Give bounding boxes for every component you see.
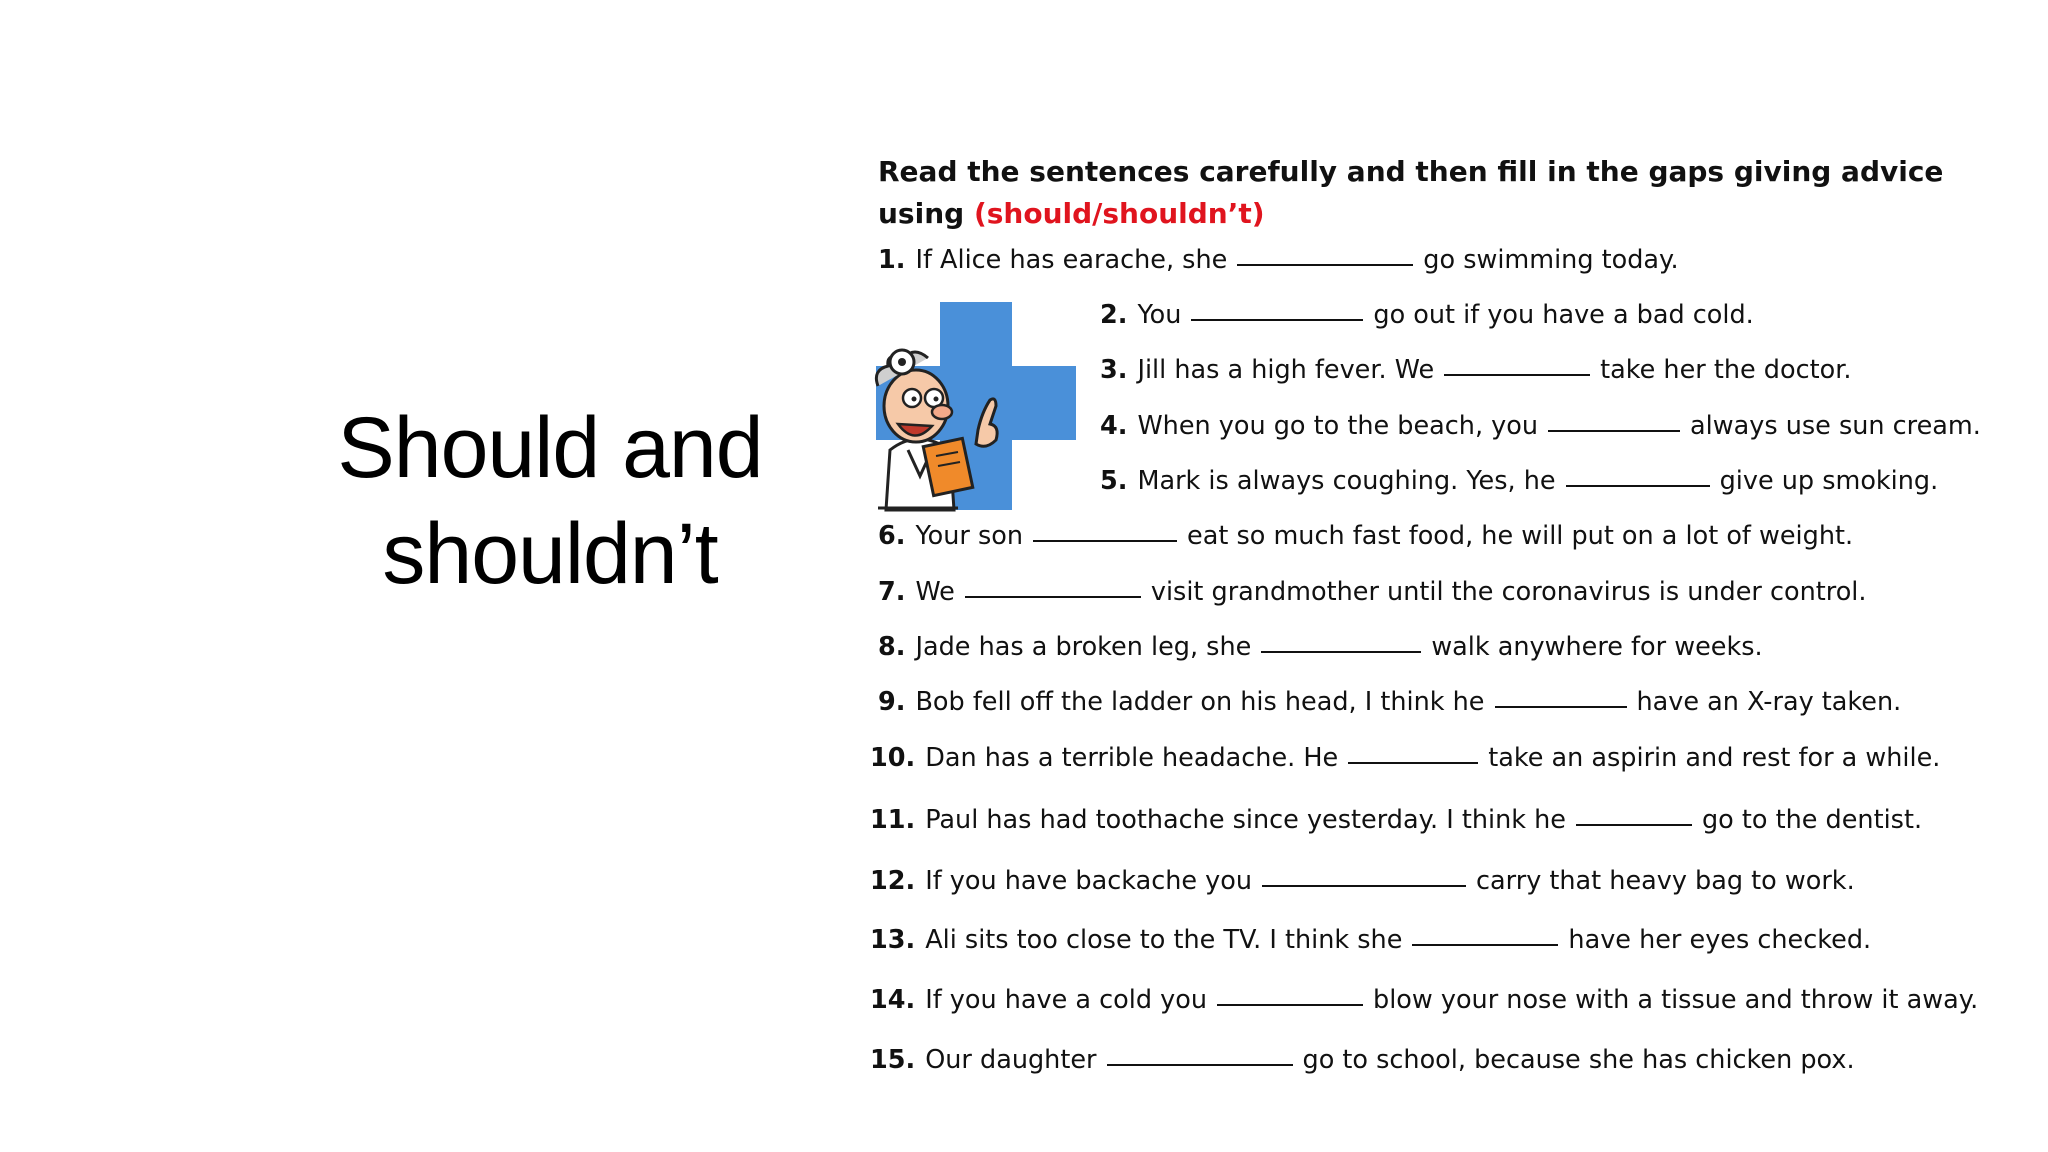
question-text-before: If you have backache you xyxy=(925,866,1253,896)
question-text-after: take her the doctor. xyxy=(1600,355,1852,385)
answer-blank[interactable] xyxy=(1444,374,1590,376)
question-text-before: Bob fell off the ladder on his head, I think he xyxy=(915,687,1485,717)
question-text-after: go to school, because she has chicken pox. xyxy=(1302,1045,1855,1075)
instruction-line-2 xyxy=(878,194,1265,234)
question-text-after: go swimming today. xyxy=(1423,245,1679,275)
answer-blank[interactable] xyxy=(1262,885,1466,887)
answer-blank[interactable] xyxy=(1495,706,1627,708)
question-text-after: carry that heavy bag to work. xyxy=(1476,866,1855,896)
question-text-after: have her eyes checked. xyxy=(1568,925,1872,955)
instruction-line-1: Read the sentences carefully and then fill in the gaps giving advice xyxy=(878,155,1944,188)
question-text-before: Our daughter xyxy=(925,1045,1097,1075)
answer-blank[interactable] xyxy=(1566,485,1710,487)
question-item xyxy=(1100,408,1981,444)
question-text-after: take an aspirin and rest for a while. xyxy=(1488,743,1941,773)
slide-title-line-2: shouldn’t xyxy=(382,506,718,602)
question-text-before: Dan has a terrible headache. He xyxy=(925,743,1339,773)
question-text-before: We xyxy=(915,577,955,607)
question-text-after: give up smoking. xyxy=(1719,466,1939,496)
question-item xyxy=(870,740,1940,776)
question-number: 14. xyxy=(870,985,916,1015)
answer-blank[interactable] xyxy=(1576,824,1692,826)
question-number: 10. xyxy=(870,743,916,773)
answer-blank[interactable] xyxy=(1107,1064,1293,1066)
question-text-before: If you have a cold you xyxy=(925,985,1208,1015)
question-number: 7. xyxy=(878,577,906,607)
question-item xyxy=(870,982,1978,1018)
question-number: 13. xyxy=(870,925,916,955)
question-text-before: When you go to the beach, you xyxy=(1137,411,1539,441)
answer-blank[interactable] xyxy=(1033,540,1177,542)
question-item xyxy=(1100,463,1938,499)
question-text-before: Jill has a high fever. We xyxy=(1137,355,1435,385)
question-item xyxy=(878,242,1679,278)
question-item xyxy=(870,922,1871,958)
question-text-before: Your son xyxy=(915,521,1024,551)
question-text-before: You xyxy=(1137,300,1182,330)
question-text-after: go out if you have a bad cold. xyxy=(1373,300,1754,330)
question-item xyxy=(878,518,1853,554)
question-number: 4. xyxy=(1100,411,1128,441)
answer-blank[interactable] xyxy=(1217,1004,1363,1006)
question-number: 9. xyxy=(878,687,906,717)
question-number: 15. xyxy=(870,1045,916,1075)
question-text-after: go to the dentist. xyxy=(1702,805,1923,835)
question-item xyxy=(1100,297,1754,333)
question-item xyxy=(870,1042,1855,1078)
question-number: 5. xyxy=(1100,466,1128,496)
answer-blank[interactable] xyxy=(1548,430,1680,432)
question-item xyxy=(870,863,1855,899)
answer-blank[interactable] xyxy=(1348,762,1478,764)
question-item xyxy=(878,574,1867,610)
question-number: 1. xyxy=(878,245,906,275)
question-text-after: blow your nose with a tissue and throw it away. xyxy=(1373,985,1979,1015)
question-text-after: eat so much fast food, he will put on a lot of weight. xyxy=(1187,521,1854,551)
answer-blank[interactable] xyxy=(1412,944,1558,946)
question-text-before: Ali sits too close to the TV. I think she xyxy=(925,925,1403,955)
question-number: 2. xyxy=(1100,300,1128,330)
slide-title-line-1: Should and xyxy=(337,400,763,496)
question-item xyxy=(878,629,1763,665)
answer-blank[interactable] xyxy=(1261,651,1421,653)
question-text-before: Jade has a broken leg, she xyxy=(915,632,1252,662)
question-number: 3. xyxy=(1100,355,1128,385)
instruction-prefix: using xyxy=(878,197,965,230)
question-text-after: visit grandmother until the coronavirus is under control. xyxy=(1150,577,1867,607)
question-number: 8. xyxy=(878,632,906,662)
question-number: 12. xyxy=(870,866,916,896)
question-text-before: Mark is always coughing. Yes, he xyxy=(1137,466,1556,496)
question-item xyxy=(878,684,1901,720)
question-item xyxy=(870,802,1922,838)
question-number: 6. xyxy=(878,521,906,551)
question-text-after: walk anywhere for weeks. xyxy=(1431,632,1763,662)
instruction-highlight: (should/shouldn’t) xyxy=(973,197,1265,230)
answer-blank[interactable] xyxy=(965,596,1141,598)
question-text-before: Paul has had toothache since yesterday. I think he xyxy=(925,805,1566,835)
question-text-after: always use sun cream. xyxy=(1690,411,1981,441)
question-number: 11. xyxy=(870,805,916,835)
question-text-after: have an X-ray taken. xyxy=(1636,687,1902,717)
question-text-before: If Alice has earache, she xyxy=(915,245,1228,275)
doctor-with-medical-cross-icon xyxy=(858,300,1078,512)
answer-blank[interactable] xyxy=(1237,264,1413,266)
answer-blank[interactable] xyxy=(1191,319,1363,321)
question-item xyxy=(1100,352,1851,388)
